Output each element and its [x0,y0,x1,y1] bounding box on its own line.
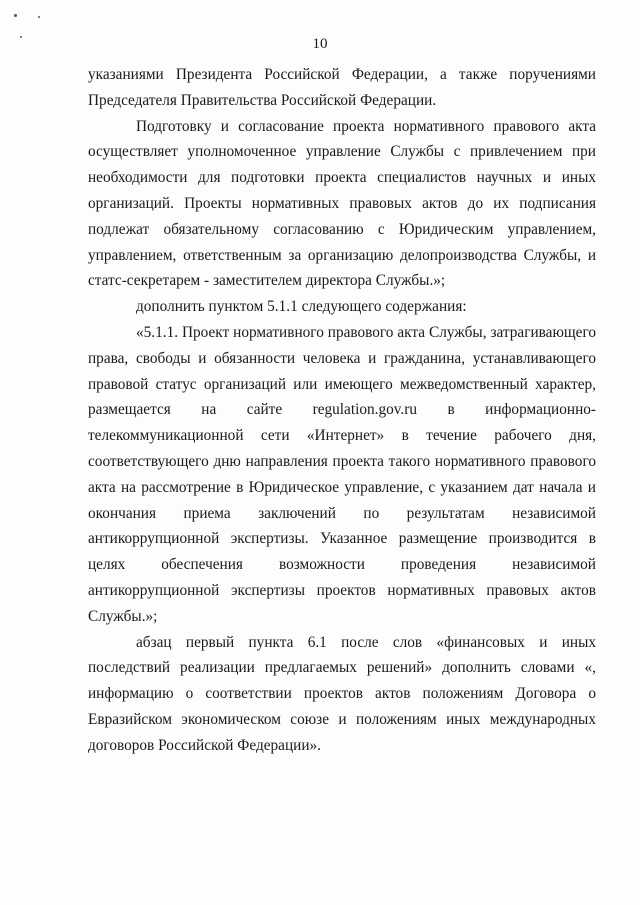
paragraph-clause-6-1: абзац первый пункта 6.1 после слов «финансовых и иных последствий реализации предлагаемых решений» дополнить словами «, информацию о соответствии проектов актов положениям Договора о Евразийском экономическом союзе и положениям иных международных договоров Российской Федерации». [88,633,596,754]
paragraph-amendment-intro: дополнить пунктом 5.1.1 следующего содержания: [136,298,467,316]
paragraph-preparation: Подготовку и согласование проекта нормативного правового акта осуществляет уполномоченное управление Службы с привлечением при необходимости для подготовки проекта специалистов научных и иных организаций. Проекты нормативных правовых актов до их подписания подлежат обязательному согласованию с Юридическим управлением, управлением, ответственным за организацию делопроизводства Службы, и статс-секретарем - заместителем директора Службы.»; [88,117,596,290]
document-body [88,62,596,759]
page-number: 10 [312,36,328,52]
scan-speck [14,14,17,17]
paragraph-continuation: указаниями Президента Российской Федерации, а также поручениями Председателя Правительства Российской Федерации. [88,66,596,109]
paragraph-clause-5-1-1: «5.1.1. Проект нормативного правового акта Службы, затрагивающего права, свободы и обязанности человека и гражданина, устанавливающего правовой статус организаций или имеющего межведомственный характер, размещается на сайте regulation.gov.ru в информационно-телекоммуникационной сети «Интернет» в течение рабочего дня, соответствующего дню направления проекта такого нормативного правового акта на рассмотрение в Юридическое управление, с указанием дат начала и окончания приема заключений по результатам независимой антикоррупционной экспертизы. Указанное размещение производится в целях обеспечения возможности проведения независимой антикоррупционной экспертизы проектов нормативных правовых актов Службы.»; [88,323,596,625]
scan-speck [38,16,40,18]
